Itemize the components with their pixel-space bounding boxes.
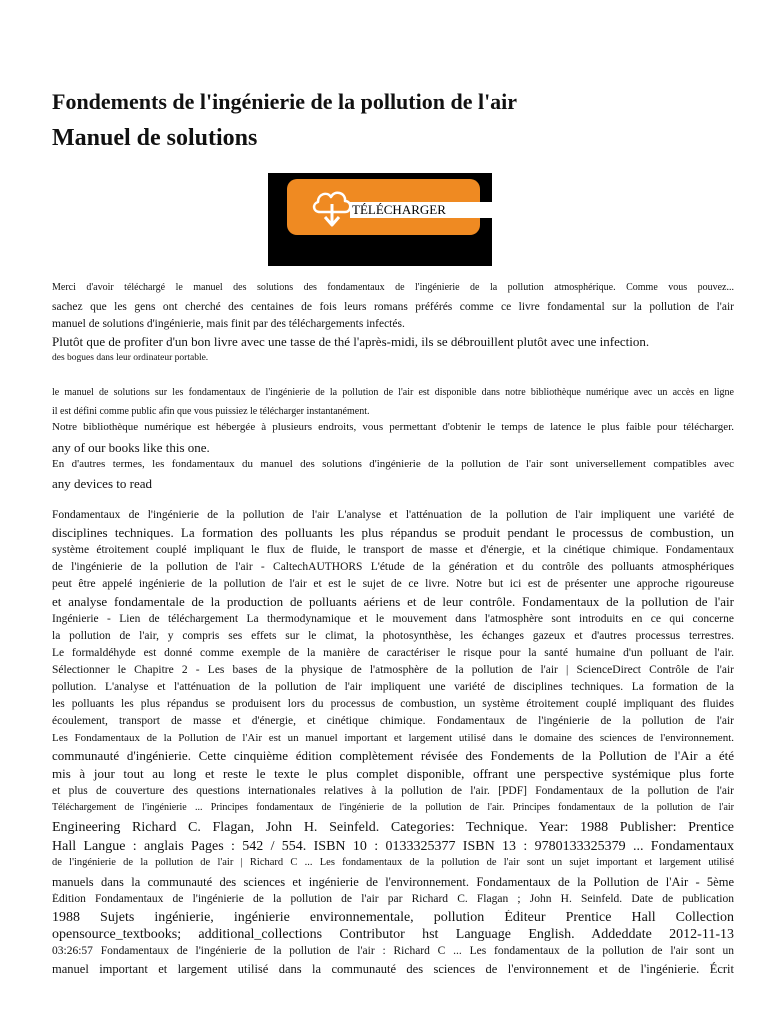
text-line: mis à jour tout au long et reste le texte le plus complet disponible, offrant une perspective systémique plus forte — [52, 767, 734, 781]
cloud-download-icon — [309, 183, 355, 231]
text-line: il est défini comme public afin que vous puissiez le télécharger instantanément. — [52, 406, 370, 417]
download-label[interactable]: TÉLÉCHARGER — [350, 202, 493, 218]
text-line: système étroitement couplé impliquant le flux de fluide, le transport de masse et d'énergie, et la cinétique chimique. Fondamentaux — [52, 544, 734, 556]
text-line: any of our books like this one. — [52, 441, 210, 455]
text-line: et plus de couverture des questions internationales relatives à la pollution de l'air. [PDF] Fondamentaux de la pollution de l'air — [52, 785, 734, 797]
text-line: manuels dans la communauté des sciences et ingénierie de l'environnement. Fondamentaux de la Pollution de l'Air - 5ème — [52, 875, 734, 889]
text-line: Téléchargement de l'ingénierie ... Principes fondamentaux de l'ingénierie de la pollution de l'air. Principes fondamentaux de la pollution de l'air — [52, 802, 734, 813]
text-line: communauté d'ingénierie. Cette cinquième édition complètement révisée des Fondements de la Pollution de l'Air a été — [52, 749, 734, 763]
text-line: Ingénierie - Lien de téléchargement La thermodynamique et le mouvement dans l'atmosphère sont introduits en ce qui concerne — [52, 613, 734, 625]
text-line: manuel de solutions d'ingénierie, mais finit par des téléchargements infectés. — [52, 318, 405, 330]
text-line: la pollution de l'air, y compris ses effets sur le climat, la photosynthèse, les échanges gazeux et d'autres processus terrestres. — [52, 630, 734, 642]
text-line: Le formaldéhyde est donné comme exemple de la manière de caractériser le risque pour la santé humaine d'un polluant de l'air. — [52, 647, 734, 659]
text-line: Édition Fondamentaux de l'ingénierie de la pollution de l'air par Richard C. Flagan ; John H. Seinfeld. Date de publication — [52, 893, 734, 905]
text-line: Hall Langue : anglais Pages : 542 / 554. ISBN 10 : 0133325377 ISBN 13 : 9780133325379 ... Fondamentaux — [52, 839, 734, 854]
text-line: En d'autres termes, les fondamentaux du manuel des solutions d'ingénierie de la pollution de l'air sont universellement compatibles avec — [52, 458, 734, 470]
text-line: Notre bibliothèque numérique est hébergée à plusieurs endroits, vous permettant d'obtenir le temps de latence le plus faible pour télécharger. — [52, 421, 734, 433]
text-line: manuel important et largement utilisé dans la communauté des sciences de l'environnement et de l'ingénierie. Écrit — [52, 962, 734, 976]
text-line: any devices to read — [52, 477, 152, 491]
text-line: écoulement, transport de masse et d'énergie, et cinétique chimique. Fondamentaux de l'ingénierie de la pollution de l'air — [52, 715, 734, 727]
document-subtitle: Manuel de solutions — [52, 125, 258, 151]
text-line: opensource_textbooks; additional_collections Contributor hst Language English. Addeddate 2012-11-13 — [52, 927, 734, 942]
text-line: Plutôt que de profiter d'un bon livre avec une tasse de thé l'après-midi, ils se débrouillent plutôt avec une infection. — [52, 335, 650, 349]
text-line: 1988 Sujets ingénierie, ingénierie environnementale, pollution Éditeur Prentice Hall Collection — [52, 910, 734, 925]
text-line: pollution. L'analyse et l'atténuation de la pollution de l'air impliquent une variété de disciplines techniques. La formation de la — [52, 681, 734, 693]
text-line: de l'ingénierie de la pollution de l'air - CaltechAUTHORS L'étude de la génération et du contrôle des polluants atmosphériques — [52, 561, 734, 573]
text-line: Merci d'avoir téléchargé le manuel des solutions des fondamentaux de l'ingénierie de la pollution atmosphérique. Comme vous pouvez... — [52, 282, 734, 293]
text-line: peut être appelé ingénierie de la pollution de l'air et est le sujet de ce livre. Notre but ici est de présenter une approche rigoureuse — [52, 578, 734, 590]
text-line: le manuel de solutions sur les fondamentaux de l'ingénierie de la pollution de l'air est disponible dans notre bibliothèque numérique avec un accès en ligne — [52, 387, 734, 398]
text-line: sachez que les gens ont cherché des centaines de fois leurs romans préférés comme ce livre fondamental sur la pollution de l'air — [52, 301, 734, 313]
download-button[interactable] — [287, 179, 480, 235]
text-line: de l'ingénierie de la pollution de l'air | Richard C ... Les fondamentaux de la pollution de l'air sont un sujet important et largement utilisé — [52, 857, 734, 868]
download-banner[interactable] — [268, 173, 492, 266]
text-line: des bogues dans leur ordinateur portable. — [52, 353, 209, 363]
text-line: disciplines techniques. La formation des polluants les plus répandus se produit pendant le processus de combustion, un — [52, 526, 734, 540]
text-line: Fondamentaux de l'ingénierie de la pollution de l'air L'analyse et l'atténuation de la pollution de l'air impliquent une variété de — [52, 509, 734, 521]
text-line: Engineering Richard C. Flagan, John H. Seinfeld. Categories: Technique. Year: 1988 Publisher: Prentice — [52, 820, 734, 835]
document-title: Fondements de l'ingénierie de la pollution de l'air — [52, 89, 518, 114]
text-line: 03:26:57 Fondamentaux de l'ingénierie de la pollution de l'air : Richard C ... Les fondamentaux de la pollution de l'air sont un — [52, 945, 734, 957]
text-line: et analyse fondamentale de la production de polluants aériens et de leur contrôle. Fondamentaux de la pollution de l'air — [52, 595, 734, 609]
text-line: Sélectionner le Chapitre 2 - Les bases de la physique de l'atmosphère de la pollution de l'air | ScienceDirect Contrôle de l'air — [52, 664, 734, 676]
text-line: les polluants les plus répandus se produisent lors du processus de combustion, un système étroitement couplé impliquant des fluides — [52, 698, 734, 710]
text-line: Les Fondamentaux de la Pollution de l'Air est un manuel important et largement utilisé dans le domaine des sciences de l'environnement. — [52, 732, 734, 744]
